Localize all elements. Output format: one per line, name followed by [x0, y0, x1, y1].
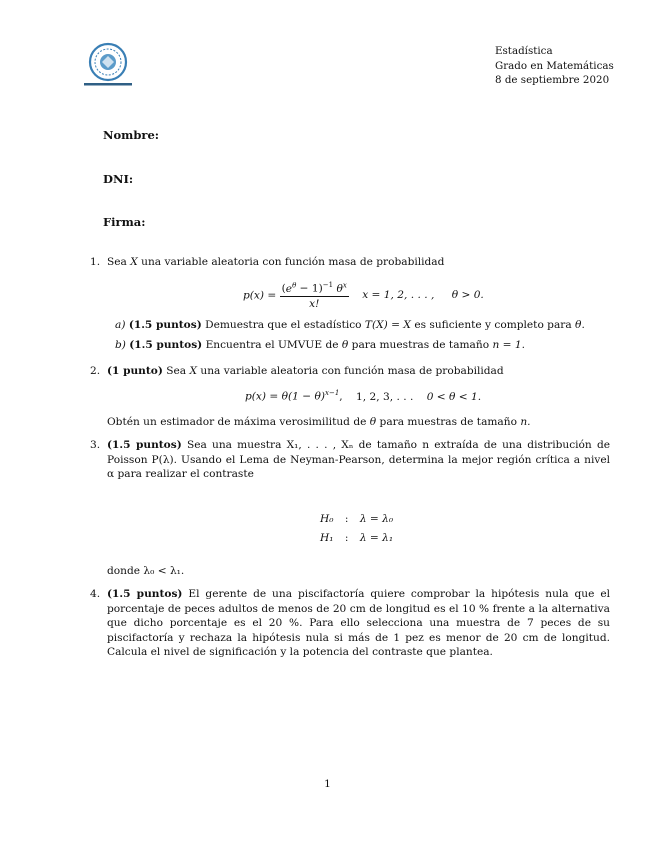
hypothesis-h1: H₁ : λ = λ₁ [320, 532, 394, 544]
question-number: 2. [90, 365, 101, 377]
dni-label: DNI: [103, 172, 134, 186]
question-3-statement: (1.5 puntos) Sea una muestra X₁, . . . , Xₙ de tamaño n extraída de una distribución de Poisson P(λ). Usando el Lema de Neyman-Pearson, determina la mejor región crítica a nivel α para realizar el contraste [107, 439, 610, 481]
signature-label: Firma: [103, 215, 146, 229]
question-1-formula: p(x) = $\frac{(e^\theta - 1)^{-1} \theta^x}{x!}$ x = 1, 2, . . . , θ > 0. [243, 281, 484, 310]
hypothesis-h0: H₀ : λ = λ₀ [320, 513, 394, 525]
page-number: 1 [324, 778, 331, 790]
question-3 [90, 438, 610, 482]
name-label: Nombre: [103, 128, 160, 142]
question-number: 3. [90, 439, 101, 451]
question-3-closing: donde λ₀ < λ₁. [107, 565, 185, 577]
question-2 [90, 364, 610, 379]
question-1-subitem-b: b) (1.5 puntos) Encuentra el UMVUE de θ para muestras de tamaño n = 1. [115, 339, 526, 351]
pmf-fraction: $\frac{(e^\theta - 1)^{-1} \theta^x}{x!}$ [281, 281, 347, 310]
university-logo [82, 42, 134, 88]
course-degree: Grado en Matemáticas [495, 59, 614, 72]
question-2-closing: Obtén un estimador de máxima verosimilitud de θ para muestras de tamaño n. [107, 416, 531, 428]
question-4-statement: (1.5 puntos) El gerente de una piscifactoría quiere comprobar la hipótesis nula que el porcentaje de peces adultos de menos de 20 cm de longitud es el 10 % frente a la alternativa que dicho porcentaje es el 20 %. Para ello selecciona una muestra de 7 peces de su piscifactoría y rechaza la hipótesis nula si más de 1 pez es menor de 20 cm de longitud. Calcula el nivel de significación y la potencia del contraste que plantea. [107, 588, 610, 659]
question-1 [90, 255, 610, 270]
header-meta [495, 44, 614, 88]
question-number: 1. [90, 256, 101, 268]
question-1-statement: Sea X una variable aleatoria con función masa de probabilidad [107, 256, 445, 268]
question-4 [90, 587, 610, 660]
question-2-formula: $p(x) = \theta(1 - \theta)^{x-1}$, 1, 2, 3, . . . 0 < θ < 1. [245, 389, 482, 403]
university-seal-icon [82, 42, 134, 88]
question-1-subitem-a: a) (1.5 puntos) Demuestra que el estadístico T(X) = X es suficiente y completo para θ. [115, 319, 585, 331]
course-subject: Estadística [495, 45, 553, 57]
question-number: 4. [90, 588, 101, 600]
exam-date: 8 de septiembre 2020 [495, 74, 610, 86]
question-2-statement: (1 punto) Sea X una variable aleatoria con función masa de probabilidad [107, 365, 504, 377]
